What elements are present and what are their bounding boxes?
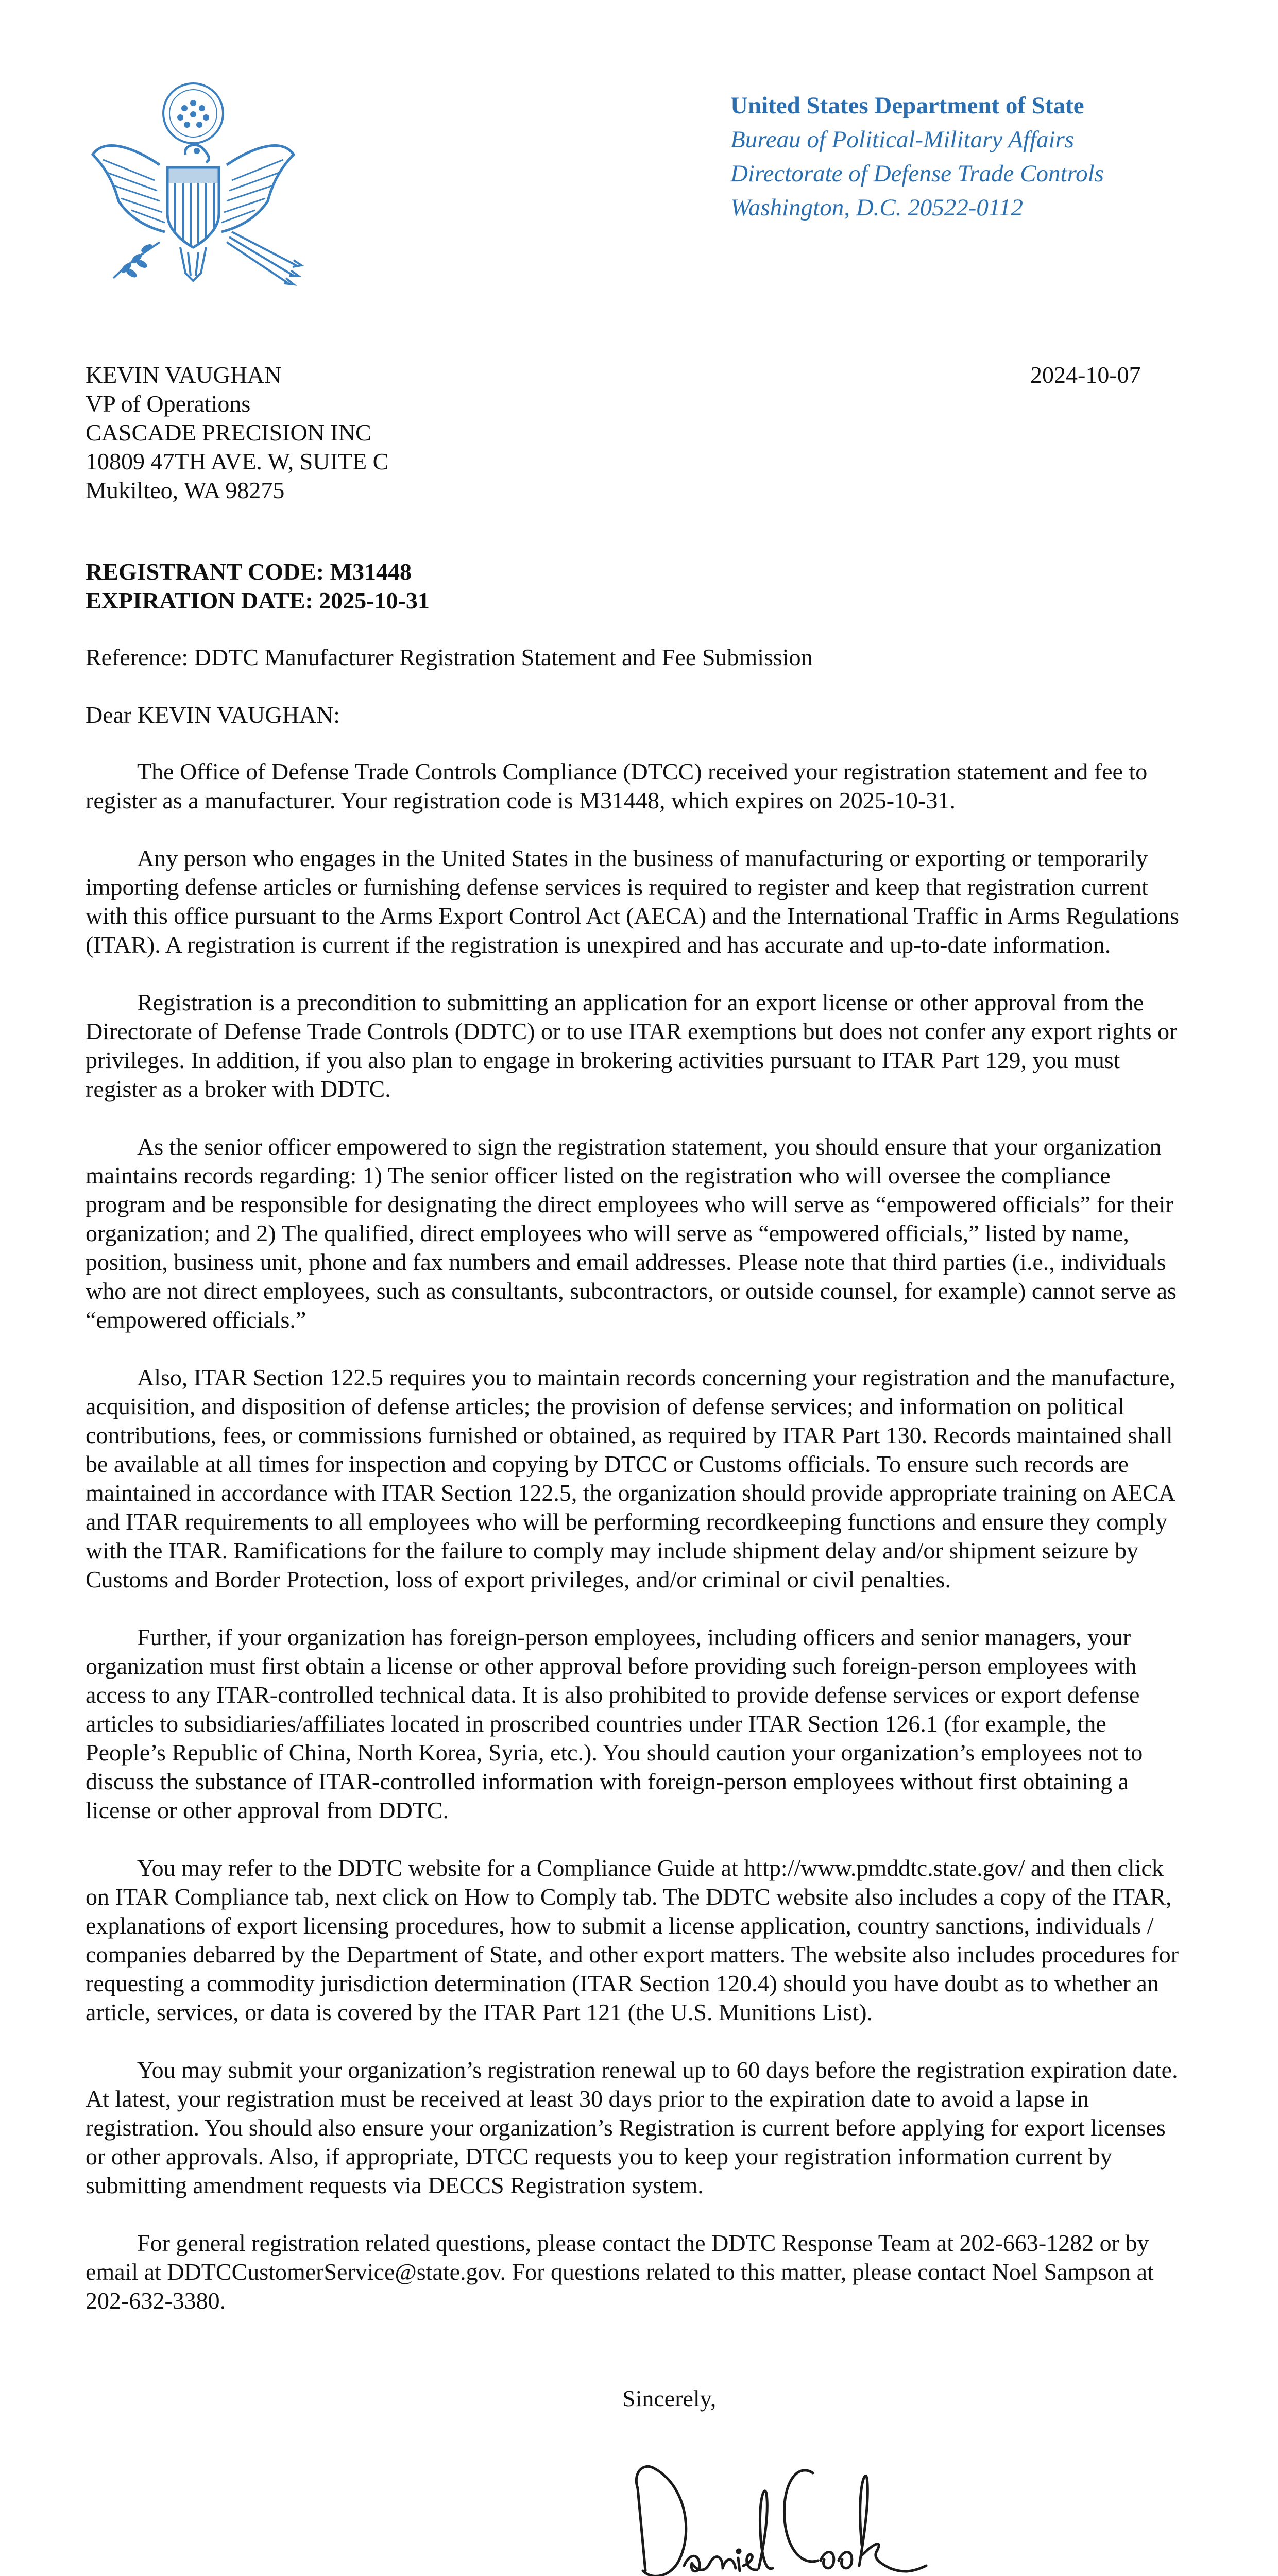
body-paragraph: Also, ITAR Section 122.5 requires you to maintain records concerning your registration and the manufacture, acquisition, and disposition of defense articles; the provision of defense services; and information on political contributions, fees, or commissions furnished or obtained, as required by ITAR Part 130. Records maintained shall be available at all times for inspection and copying by DTCC or Customs officials. To ensure such records are maintained in accordance with ITAR Section 122.5, the organization should provide appropriate training on AECA and ITAR requirements to all employees who will be performing recordkeeping functions and ensure they comply with the ITAR. Ramifications for the failure to comply may include shipment delay and/or shipment seizure by Customs and Border Protection, loss of export privileges, and/or criminal or civil penalties. bbox=[86, 1364, 1175, 1592]
recipient-city: Mukilteo, WA 98275 bbox=[86, 477, 285, 503]
body-paragraph: As the senior officer empowered to sign the registration statement, you should ensure that your organization maintains records regarding: 1) The senior officer listed on the registration who will oversee the compliance program and be responsible for designating the direct employees who will serve as “empowered officials” for their organization; and 2) The qualified, direct employees who will serve as “empowered officials,” listed by name, position, business unit, phone and fax numbers and email addresses. Please note that third parties (i.e., individuals who are not direct employees, such as consultants, subcontractors, or outside counsel, for example) cannot serve as “empowered officials.” bbox=[86, 1133, 1177, 1333]
body-paragraph: You may refer to the DDTC website for a Compliance Guide at http://www.pmddtc.state.gov/ and then click on ITAR Compliance tab, next click on How to Comply tab. The DDTC website also includes a copy of the ITAR, explanations of export licensing procedures, how to submit a license application, country sanctions, individuals / companies debarred by the Department of State, and other export matters. The website also includes procedures for requesting a commodity jurisdiction determination (ITAR Section 120.4) should you have doubt as to whether an article, services, or data is covered by the ITAR Part 121 (the U.S. Munitions List). bbox=[86, 1855, 1179, 2025]
registration-codes bbox=[86, 557, 430, 615]
letterhead bbox=[730, 89, 1246, 225]
closing: Sincerely, bbox=[622, 2385, 717, 2412]
registrant-code: REGISTRANT CODE: M31448 bbox=[86, 558, 412, 585]
letter-body bbox=[86, 757, 1188, 2344]
great-seal-eagle-icon bbox=[82, 77, 304, 304]
office-location: Washington, D.C. 20522-0112 bbox=[730, 194, 1023, 221]
body-paragraph: The Office of Defense Trade Controls Compliance (DTCC) received your registration statement and fee to register as a manufacturer. Your registration code is M31448, which expires on 2025-10-31. bbox=[86, 758, 1148, 814]
body-paragraph: Further, if your organization has foreign-person employees, including officers and senior managers, your organization must first obtain a license or other approval before providing such foreign-person employees with access to any ITAR-controlled technical data. It is also prohibited to provide defense services or export defense articles to subsidiaries/affiliates located in proscribed countries under ITAR Section 126.1 (for example, the People’s Republic of China, North Korea, Syria, etc.). You should caution your organization’s employees not to discuss the substance of ITAR-controlled information with foreign-person employees without first obtaining a license or other approval from DDTC. bbox=[86, 1624, 1143, 1823]
recipient-street: 10809 47TH AVE. W, SUITE C bbox=[86, 448, 389, 474]
reference-line: Reference: DDTC Manufacturer Registration Statement and Fee Submission bbox=[86, 644, 813, 670]
bureau-name: Bureau of Political-Military Affairs bbox=[730, 126, 1075, 153]
body-paragraph: You may submit your organization’s registration renewal up to 60 days before the registration expiration date. At latest, your registration must be received at least 30 days prior to the expiration date to avoid a lapse in registration. You should also ensure your organization’s Registration is current before applying for export licenses or other approvals. Also, if appropriate, DTCC requests you to keep your registration information current by submitting amendment requests via DECCS Registration system. bbox=[86, 2057, 1178, 2198]
body-paragraph: Registration is a precondition to submitting an application for an export license or other approval from the Directorate of Defense Trade Controls (DDTC) or to use ITAR exemptions but does not confer any export rights or privileges. In addition, if you also plan to engage in brokering activities pursuant to ITAR Part 129, you must register as a broker with DDTC. bbox=[86, 989, 1178, 1102]
recipient-title: VP of Operations bbox=[86, 391, 251, 417]
handwritten-signature bbox=[622, 2442, 942, 2576]
recipient-name: KEVIN VAUGHAN bbox=[86, 362, 282, 388]
letter-date: 2024-10-07 bbox=[1030, 362, 1141, 388]
salutation: Dear KEVIN VAUGHAN: bbox=[86, 702, 340, 728]
body-paragraph: For general registration related questions, please contact the DDTC Response Team at 202-663-1282 or by email at DDTCCustomerService@state.gov. For questions related to this matter, please contact Noel Sampson at 202-632-3380. bbox=[86, 2230, 1154, 2314]
directorate-name: Directorate of Defense Trade Controls bbox=[730, 160, 1104, 187]
recipient-company: CASCADE PRECISION INC bbox=[86, 419, 371, 446]
expiration-date: EXPIRATION DATE: 2025-10-31 bbox=[86, 587, 430, 614]
recipient-address bbox=[86, 361, 807, 505]
body-paragraph: Any person who engages in the United States in the business of manufacturing or exporting or temporarily importing defense articles or furnishing defense services is required to register and keep that registration current with this office pursuant to the Arms Export Control Act (AECA) and the International Traffic in Arms Regulations (ITAR). A registration is current if the registration is unexpired and has accurate and up-to-date information. bbox=[86, 845, 1179, 958]
department-name: United States Department of State bbox=[730, 92, 1084, 119]
